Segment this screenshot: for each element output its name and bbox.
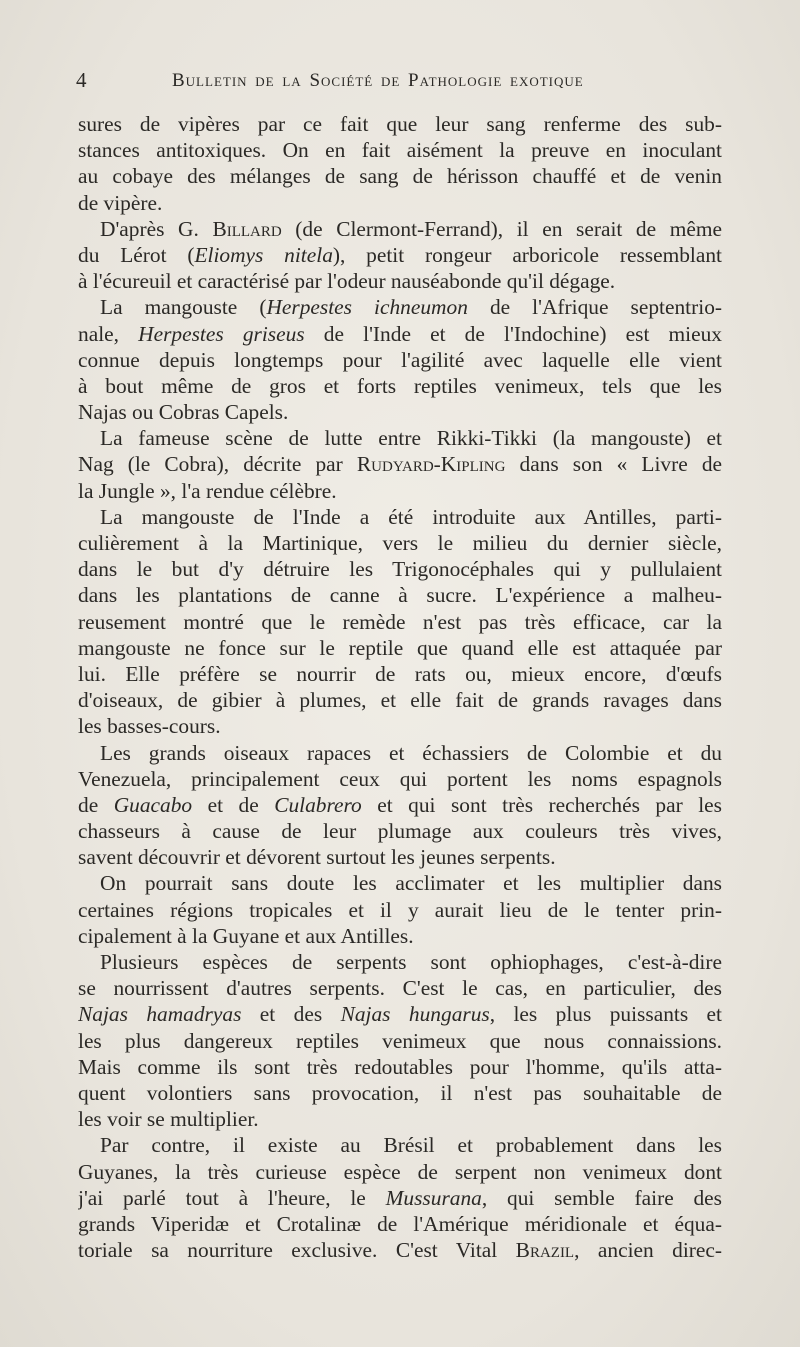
text-segment: D'après G. — [100, 216, 213, 241]
text-segment: les basses-cours. — [78, 714, 221, 739]
text-segment: ), petit rongeur arboricole ressemblant — [332, 242, 722, 267]
text-segment: dans son « Livre de — [505, 452, 722, 477]
text-line — [78, 268, 722, 294]
text-segment: toriale sa nourriture exclusive. C'est Vital — [78, 1238, 516, 1263]
text-segment: j'ai parlé tout à l'heure, le — [78, 1185, 386, 1210]
text-segment: à l'écureuil et caractérisé par l'odeur nauséabonde qu'il dégage. — [78, 269, 616, 294]
text-segment: Venezuela, principalement ceux qui portent les noms espagnols — [78, 766, 722, 791]
text-line — [78, 687, 722, 713]
text-segment: cipalement à la Guyane et aux Antilles. — [78, 923, 414, 948]
text-segment: , ancien direc- — [574, 1238, 722, 1263]
text-segment: de — [78, 792, 114, 817]
text-segment: savent découvrir et dévorent surtout les jeunes serpents. — [78, 845, 556, 870]
text-line — [78, 530, 722, 556]
text-segment: se nourrissent d'autres serpents. C'est le cas, en particulier, des — [78, 976, 722, 1001]
text-segment: La mangouste ( — [100, 295, 267, 320]
text-segment: de vipère. — [78, 190, 163, 215]
text-segment: stances antitoxiques. On en fait aisément la preuve en inoculant — [78, 138, 722, 163]
text-line — [78, 1211, 722, 1237]
small-caps-name: Billard — [212, 216, 282, 241]
paragraph — [78, 111, 722, 216]
text-line — [78, 1028, 722, 1054]
text-line — [78, 870, 722, 896]
text-segment: les voir se multiplier. — [78, 1107, 259, 1132]
text-line — [78, 216, 722, 242]
small-caps-name: Rudyard-Kipling — [356, 452, 506, 477]
text-segment: mangouste ne fonce sur le reptile que quand elle est attaquée par — [78, 635, 722, 660]
text-line — [78, 504, 722, 530]
text-line — [78, 1106, 722, 1132]
text-line — [78, 373, 722, 399]
text-segment: grands Viperidæ et Crotalinæ de l'Amérique méridionale et équa- — [78, 1211, 722, 1236]
text-line — [78, 425, 722, 451]
body-text — [78, 111, 722, 1263]
text-segment: de l'Inde et de l'Indochine) est mieux — [304, 321, 722, 346]
italic-text: Mussurana — [385, 1185, 482, 1210]
text-line — [78, 478, 722, 504]
paragraph — [78, 294, 722, 425]
paragraph — [78, 1132, 722, 1263]
italic-text: Najas hungarus — [340, 1002, 490, 1027]
text-segment: nale, — [78, 321, 139, 346]
text-line — [78, 321, 722, 347]
text-segment: du Lérot ( — [78, 242, 195, 267]
text-line — [78, 661, 722, 687]
text-segment: et des — [241, 1002, 341, 1027]
text-segment: reusement montré que le remède n'est pas très efficace, car la — [78, 609, 722, 634]
text-segment: Najas ou Cobras Capels. — [78, 400, 289, 425]
running-header — [76, 68, 724, 96]
text-segment: dans les plantations de canne à sucre. L'expérience a malheu- — [78, 583, 722, 608]
text-line — [78, 766, 722, 792]
text-line — [78, 609, 722, 635]
text-segment: et de — [192, 792, 275, 817]
text-segment: au cobaye des mélanges de sang de hérisson chauffé et de venin — [78, 164, 722, 189]
italic-text: Herpestes griseus — [138, 321, 305, 346]
text-segment: Par contre, il existe au Brésil et probablement dans les — [100, 1133, 722, 1158]
text-segment: à bout même de gros et forts reptiles venimeux, tels que les — [78, 373, 722, 398]
text-line — [78, 818, 722, 844]
text-segment: lui. Elle préfère se nourrir de rats ou, mieux encore, d'œufs — [78, 661, 722, 686]
text-segment: culièrement à la Martinique, vers le milieu du dernier siècle, — [78, 531, 722, 555]
text-segment: connue depuis longtemps pour l'agilité avec laquelle elle vient — [78, 347, 722, 372]
paragraph — [78, 740, 722, 871]
page-number: 4 — [76, 68, 87, 92]
text-line — [78, 844, 722, 870]
text-line — [78, 1237, 722, 1263]
italic-text: Eliomys nitela — [194, 242, 333, 267]
text-line — [78, 740, 722, 766]
text-segment: (de Clermont-Ferrand), il en serait de même — [281, 216, 722, 241]
paragraph — [78, 949, 722, 1132]
text-segment: , les plus puissants et — [489, 1002, 722, 1027]
text-line — [78, 1159, 722, 1185]
text-line — [78, 190, 722, 216]
text-line — [78, 111, 722, 137]
text-line — [78, 399, 722, 425]
text-line — [78, 137, 722, 163]
text-segment: certaines régions tropicales et il y aurait lieu de le tenter prin- — [78, 897, 722, 922]
italic-text: Culabrero — [274, 792, 362, 817]
text-segment: quent volontiers sans provocation, il n'est pas souhaitable de — [78, 1080, 722, 1105]
journal-title: Bulletin de la Société de Pathologie exotique — [172, 70, 584, 91]
text-segment: Plusieurs espèces de serpents sont ophiophages, c'est-à-dire — [100, 950, 722, 974]
text-line — [78, 163, 722, 189]
text-line — [78, 556, 722, 582]
text-segment: On pourrait sans doute les acclimater et les multiplier dans — [100, 871, 722, 896]
text-segment: d'oiseaux, de gibier à plumes, et elle fait de grands ravages dans — [78, 688, 722, 713]
text-line — [78, 897, 722, 923]
text-line — [78, 1132, 722, 1158]
small-caps-name: Brazil — [515, 1238, 575, 1263]
text-line — [78, 635, 722, 661]
text-segment: et qui sont très recherchés par les — [361, 792, 722, 817]
text-line — [78, 975, 722, 1001]
text-segment: chasseurs à cause de leur plumage aux couleurs très vives, — [78, 819, 722, 844]
paragraph — [78, 870, 722, 949]
text-line — [78, 792, 722, 818]
text-segment: Mais comme ils sont très redoutables pour l'homme, qu'ils atta- — [78, 1054, 722, 1079]
text-line — [78, 949, 722, 975]
text-line — [78, 294, 722, 320]
text-segment: Nag (le Cobra), décrite par — [78, 452, 357, 477]
text-segment: La mangouste de l'Inde a été introduite aux Antilles, parti- — [100, 504, 722, 529]
text-line — [78, 1001, 722, 1027]
italic-text: Guacabo — [113, 792, 193, 817]
text-segment: la Jungle », l'a rendue célèbre. — [78, 478, 337, 503]
text-segment: les plus dangereux reptiles venimeux que nous connaissions. — [78, 1028, 722, 1053]
text-segment: sures de vipères par ce fait que leur sang renferme des sub- — [78, 112, 722, 136]
text-line — [78, 582, 722, 608]
text-line — [78, 347, 722, 373]
paragraph — [78, 504, 722, 740]
paragraph — [78, 425, 722, 504]
text-segment: de l'Afrique septentrio- — [467, 295, 722, 320]
text-line — [78, 713, 722, 739]
text-line — [78, 923, 722, 949]
text-segment: dans le but d'y détruire les Trigonocéphales qui y pullulaient — [78, 557, 722, 582]
text-line — [78, 1054, 722, 1080]
italic-text: Herpestes ichneumon — [266, 295, 468, 320]
paragraph — [78, 216, 722, 295]
text-segment: , qui semble faire des — [481, 1185, 722, 1210]
text-segment: La fameuse scène de lutte entre Rikki-Tikki (la mangouste) et — [100, 426, 722, 451]
text-line — [78, 1080, 722, 1106]
text-segment: Guyanes, la très curieuse espèce de serpent non venimeux dont — [78, 1159, 722, 1184]
text-line — [78, 242, 722, 268]
text-line — [78, 451, 722, 477]
text-line — [78, 1185, 722, 1211]
text-segment: Les grands oiseaux rapaces et échassiers de Colombie et du — [100, 740, 722, 765]
italic-text: Najas hamadryas — [78, 1002, 242, 1027]
